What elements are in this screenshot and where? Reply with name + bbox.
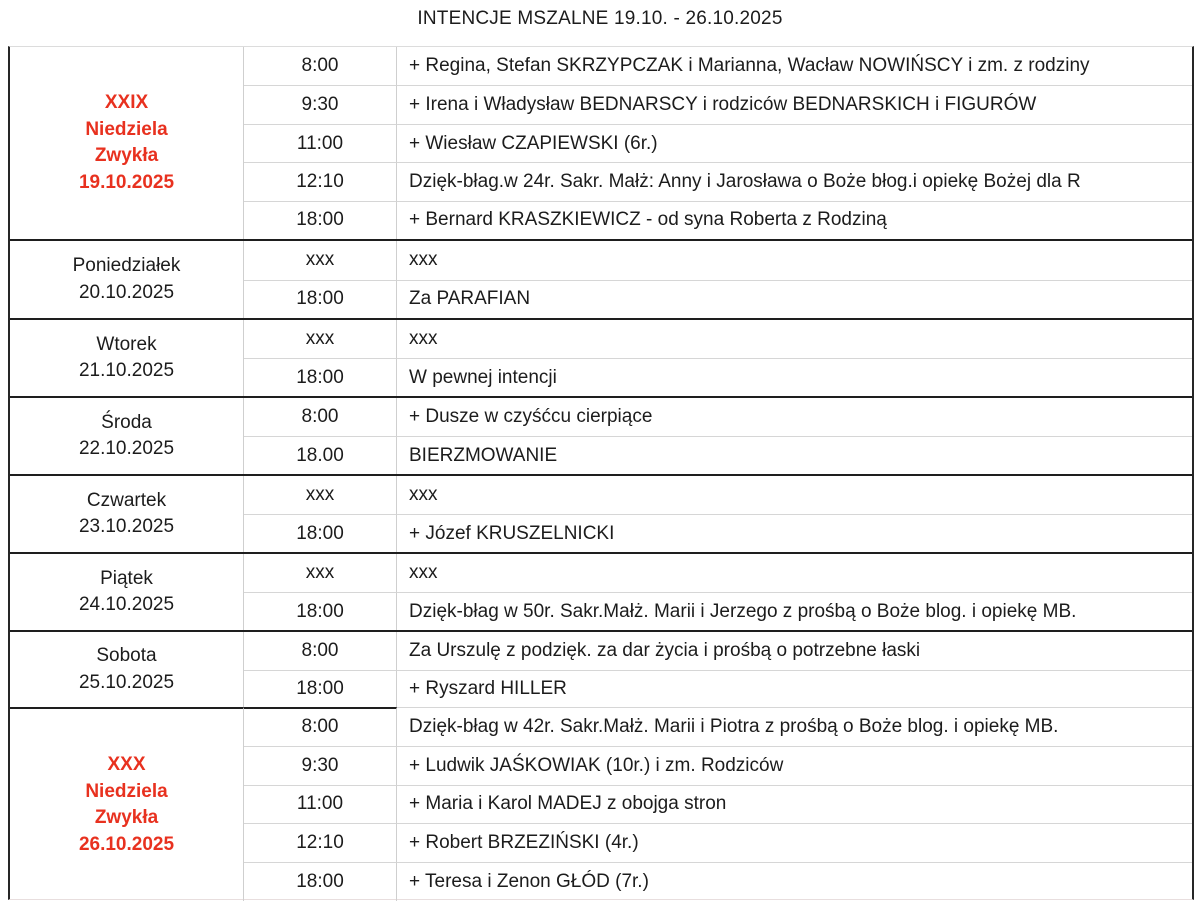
mass-time: 12:10	[244, 162, 397, 200]
mass-row	[244, 201, 1192, 239]
mass-time: 8:00	[244, 707, 397, 746]
day-cell	[10, 554, 244, 630]
mass-rows	[244, 398, 1192, 474]
mass-intention: + Wiesław CZAPIEWSKI (6r.)	[397, 124, 1192, 162]
mass-time: 18:00	[244, 592, 397, 630]
mass-row	[244, 398, 1192, 436]
mass-row	[244, 162, 1192, 200]
mass-intention: + Teresa i Zenon GŁÓD (7r.)	[397, 862, 1192, 901]
day-line: 25.10.2025	[78, 671, 175, 693]
mass-intention: xxx	[409, 249, 438, 271]
mass-row	[244, 436, 1192, 474]
mass-row	[244, 280, 1192, 319]
mass-row	[244, 707, 1192, 746]
day-block-sunday-29	[10, 47, 1192, 239]
page-title: INTENCJE MSZALNE 19.10. - 26.10.2025	[417, 8, 783, 29]
mass-row	[244, 746, 1192, 785]
mass-time: 12:10	[244, 823, 397, 862]
day-cell	[10, 241, 244, 318]
day-block-monday	[10, 239, 1192, 318]
intentions-table	[8, 46, 1194, 900]
day-block-friday	[10, 552, 1192, 630]
mass-time: 18:00	[244, 514, 397, 552]
mass-intention: + Robert BRZEZIŃSKI (4r.)	[397, 823, 1192, 862]
day-cell	[10, 398, 244, 474]
mass-row	[244, 862, 1192, 901]
mass-time: xxx	[244, 241, 397, 280]
mass-intention: Dzięk-błag w 42r. Sakr.Małż. Marii i Piotra z prośbą o Boże blog. i opiekę MB.	[397, 707, 1192, 746]
mass-time: 8:00	[244, 632, 397, 670]
mass-intention: xxx	[409, 484, 438, 505]
mass-intention: Za Urszulę z podzięk. za dar życia i prośbą o potrzebne łaski	[409, 639, 921, 661]
mass-intention: + Dusze w czyśćcu cierpiące	[409, 406, 653, 427]
day-line: 21.10.2025	[78, 360, 175, 381]
mass-rows	[244, 554, 1192, 630]
day-block-saturday	[10, 630, 1192, 707]
mass-rows	[244, 632, 1192, 707]
mass-time: 8:00	[244, 398, 397, 436]
day-line: Sobota	[96, 645, 157, 666]
mass-intention: xxx	[409, 328, 438, 349]
mass-row	[244, 514, 1192, 552]
mass-row	[244, 241, 1192, 280]
day-line: 19.10.2025	[78, 171, 175, 193]
mass-intention: BIERZMOWANIE	[397, 436, 1192, 474]
day-cell	[10, 632, 244, 707]
day-line: 23.10.2025	[78, 516, 175, 537]
mass-row	[244, 592, 1192, 630]
mass-row	[244, 670, 1192, 708]
day-line: Zwykła	[94, 807, 159, 828]
mass-row	[244, 47, 1192, 85]
mass-rows	[244, 476, 1192, 552]
mass-time: 18:00	[244, 280, 397, 319]
day-line: XXX	[107, 754, 146, 775]
mass-time: 8:00	[244, 47, 397, 85]
day-line: 20.10.2025	[78, 281, 175, 303]
day-block-tuesday	[10, 318, 1192, 396]
mass-time: 18:00	[244, 670, 397, 708]
mass-time: 11:00	[244, 124, 397, 162]
day-line: Piątek	[100, 567, 153, 589]
mass-row	[244, 823, 1192, 862]
day-line: Wtorek	[96, 333, 157, 355]
mass-row	[244, 358, 1192, 396]
mass-time: xxx	[244, 320, 397, 358]
day-cell	[10, 47, 244, 239]
day-line: 26.10.2025	[78, 833, 175, 855]
mass-intention: + Józef KRUSZELNICKI	[397, 514, 1192, 552]
mass-intention: + Irena i Władysław BEDNARSCY i rodziców BEDNARSKICH i FIGURÓW	[397, 85, 1192, 123]
mass-rows	[244, 241, 1192, 318]
mass-row	[244, 124, 1192, 162]
mass-row	[244, 476, 1192, 514]
day-line: 24.10.2025	[78, 594, 175, 615]
day-line: XXIX	[104, 92, 149, 113]
day-cell	[10, 320, 244, 396]
mass-time: 18:00	[244, 862, 397, 901]
mass-intention: + Regina, Stefan SKRZYPCZAK i Marianna, Wacław NOWIŃSCY i zm. z rodziny	[409, 55, 1090, 77]
mass-time: 9:30	[244, 85, 397, 123]
mass-intention: Za PARAFIAN	[397, 280, 1192, 319]
mass-row	[244, 554, 1192, 592]
mass-row	[244, 85, 1192, 123]
day-line: Niedziela	[85, 780, 168, 802]
day-block-thursday	[10, 474, 1192, 552]
mass-intention: + Maria i Karol MADEJ z obojga stron	[397, 785, 1192, 824]
mass-row	[244, 320, 1192, 358]
day-cell	[10, 707, 244, 901]
mass-rows	[244, 707, 1192, 901]
day-line: Zwykła	[94, 145, 159, 166]
mass-time: 18.00	[244, 436, 397, 474]
mass-time: 18:00	[244, 201, 397, 239]
day-line: 22.10.2025	[78, 438, 175, 459]
mass-time: 9:30	[244, 746, 397, 785]
mass-time: 18:00	[244, 358, 397, 396]
mass-intention: + Ludwik JAŚKOWIAK (10r.) i zm. Rodziców	[397, 746, 1192, 785]
mass-row	[244, 632, 1192, 670]
mass-intention: + Ryszard HILLER	[397, 670, 1192, 708]
mass-intention: xxx	[409, 562, 438, 583]
day-line: Poniedziałek	[72, 255, 181, 276]
mass-rows	[244, 47, 1192, 239]
mass-intention: Dzięk-błag.w 24r. Sakr. Małż: Anny i Jarosława o Boże błog.i opiekę Bożej dla R	[397, 162, 1192, 200]
mass-rows	[244, 320, 1192, 396]
mass-time: xxx	[244, 476, 397, 514]
day-block-sunday-30	[10, 707, 1192, 901]
day-line: Czwartek	[86, 489, 167, 511]
day-line: Środa	[101, 411, 152, 433]
mass-row	[244, 785, 1192, 824]
mass-intention: + Bernard KRASZKIEWICZ - od syna Roberta z Rodziną	[397, 201, 1192, 239]
mass-time: 11:00	[244, 785, 397, 824]
day-block-wednesday	[10, 396, 1192, 474]
mass-intention: W pewnej intencji	[397, 358, 1192, 396]
mass-intention: Dzięk-błag w 50r. Sakr.Małż. Marii i Jerzego z prośbą o Boże blog. i opiekę MB.	[397, 592, 1192, 630]
mass-time: xxx	[244, 554, 397, 592]
day-cell	[10, 476, 244, 552]
day-line: Niedziela	[85, 118, 168, 140]
